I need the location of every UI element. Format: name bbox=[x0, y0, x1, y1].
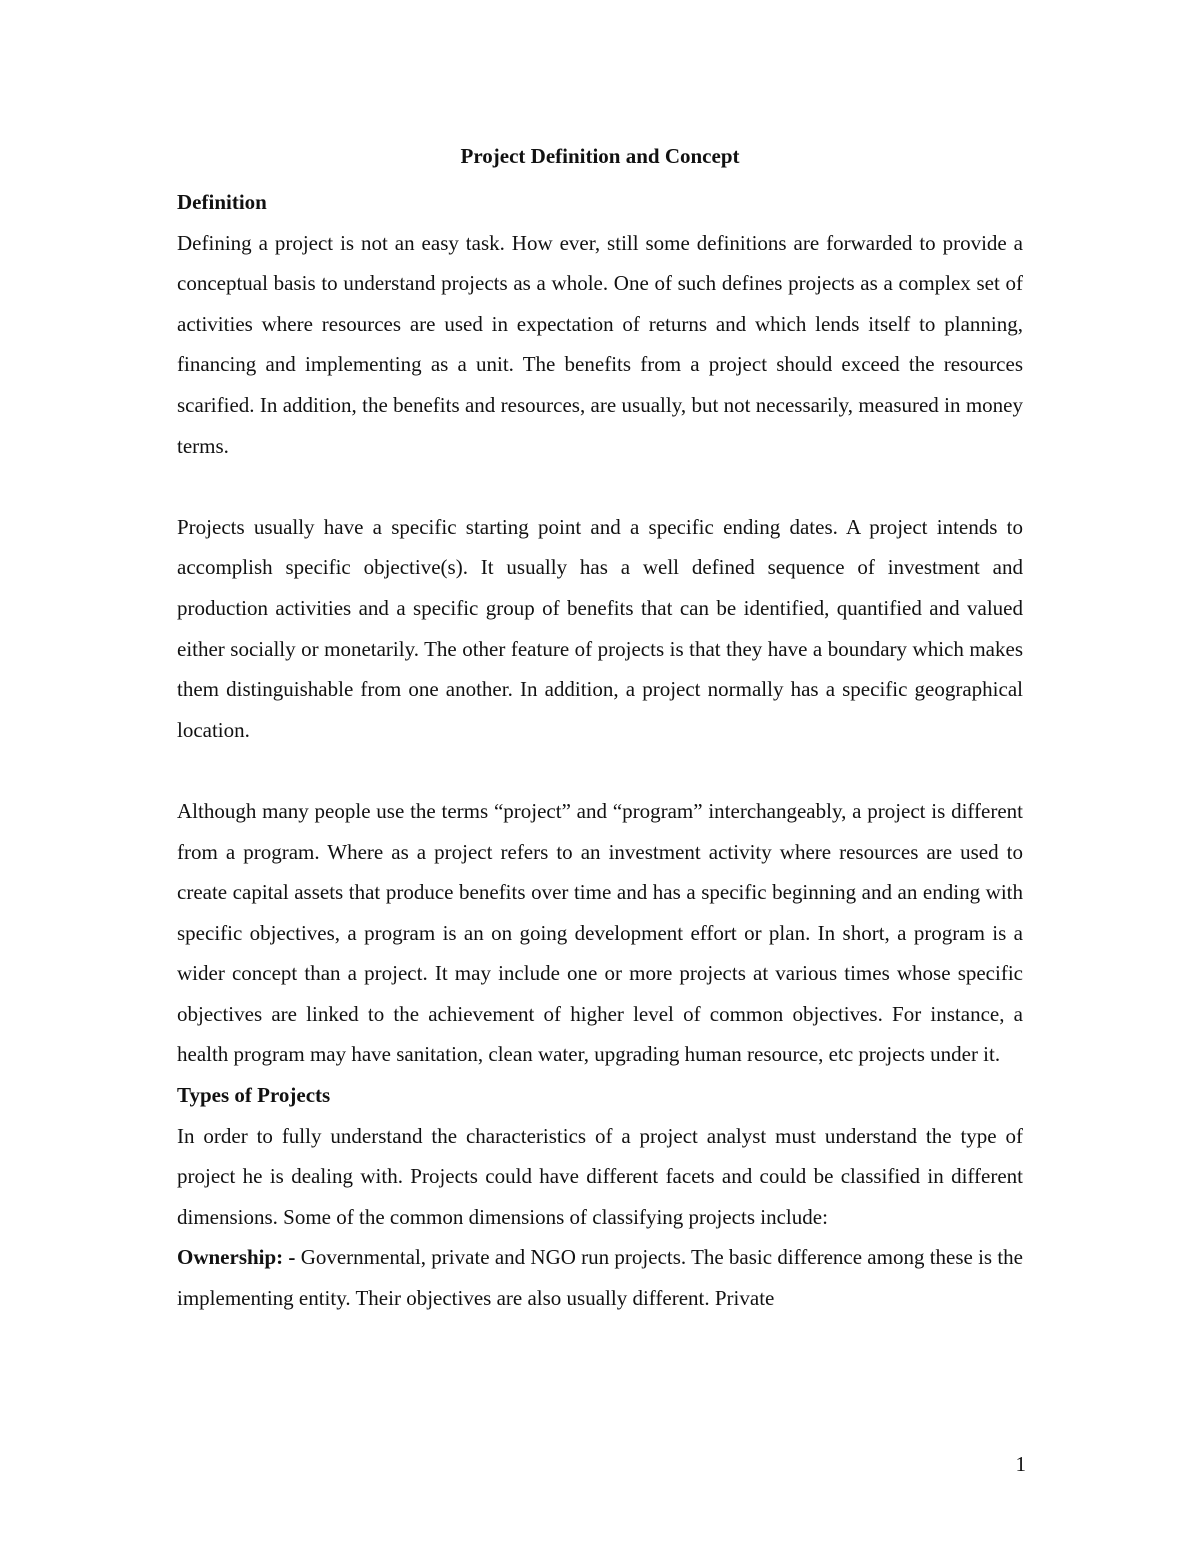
page-number: 1 bbox=[1015, 1452, 1026, 1476]
paragraph-types-intro: In order to fully understand the characteristics of a project analyst must understand the type of project he is dealing with. Projects could have different facets and could be classified in different dimensions. Some of the common dimensions of classifying projects include: bbox=[177, 1123, 1023, 1229]
section-heading-types: Types of Projects bbox=[177, 1083, 331, 1108]
paragraph-spacer bbox=[177, 466, 1023, 507]
ownership-label: Ownership: - bbox=[177, 1245, 296, 1270]
ownership-text: Governmental, private and NGO run projects. The basic difference among these is the implementing entity. Their objectives are also usually different. Private bbox=[177, 1245, 1024, 1311]
paragraph-ownership bbox=[177, 1237, 1023, 1318]
paragraph-definition-3: Although many people use the terms “project” and “program” interchangeably, a project is different from a program. Where as a project refers to an investment activity where resources are used to create capital assets that produce benefits over time and has a specific beginning and an ending with specific objectives, a program is an on going development effort or plan. In short, a program is a wider concept than a project. It may include one or more projects at various times whose specific objectives are linked to the achievement of higher level of common objectives. For instance, a health program may have sanitation, clean water, upgrading human resource, etc projects under it. bbox=[177, 798, 1023, 1067]
document-body bbox=[177, 140, 1023, 1319]
document-title: Project Definition and Concept bbox=[460, 144, 740, 168]
paragraph-definition-1: Defining a project is not an easy task. How ever, still some definitions are forwarded to provide a conceptual basis to understand projects as a whole. One of such defines projects as a complex set of activities where resources are used in expectation of returns and which lends itself to planning, financing and implementing as a unit. The benefits from a project should exceed the resources scarified. In addition, the benefits and resources, are usually, but not necessarily, measured in money terms. bbox=[177, 230, 1023, 458]
paragraph-definition-2: Projects usually have a specific starting point and a specific ending dates. A project intends to accomplish specific objective(s). It usually has a well defined sequence of investment and production activities and a specific group of benefits that can be identified, quantified and valued either socially or monetarily. The other feature of projects is that they have a boundary which makes them distinguishable from one another. In addition, a project normally has a specific geographical location. bbox=[177, 514, 1023, 742]
paragraph-spacer bbox=[177, 750, 1023, 791]
section-heading-definition: Definition bbox=[177, 190, 267, 214]
